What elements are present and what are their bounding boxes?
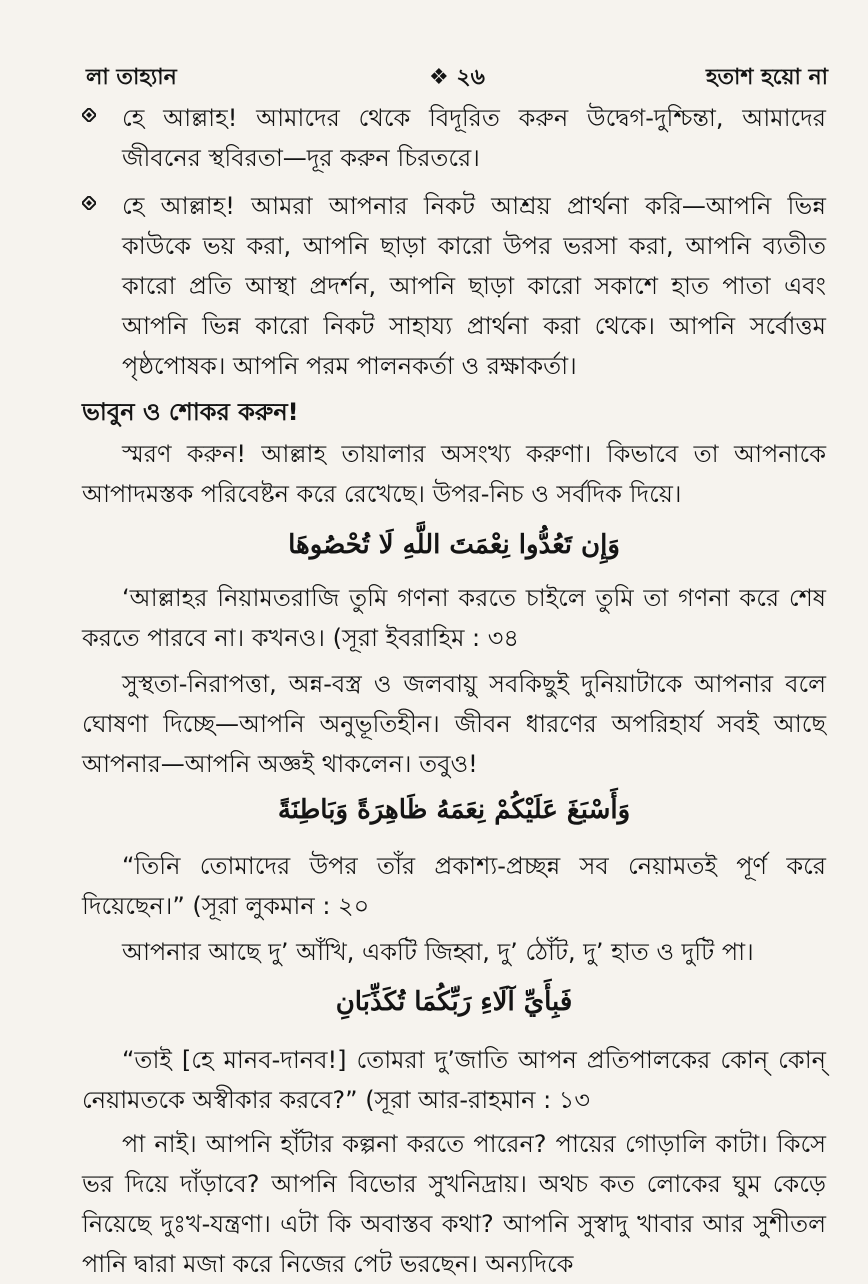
paragraph-6: “তাই [হে মানব-দানব!] তোমরা দু’জাতি আপন প্রতিপালকের কোন্ কোন্ নেয়ামতকে অস্বীকার করবে?” (সূরা আর-রাহমান : ১৩: [82, 1046, 826, 1114]
paragraph-1: স্মরণ করুন! আল্লাহ তায়ালার অসংখ্য করুণা। কিভাবে তা আপনাকে আপাদমস্তক পরিবেষ্টন করে রেখেছে। উপর-নিচ ও সর্বদিক দিয়ে।: [82, 440, 826, 508]
header-chapter-title: হতাশ হয়ো না: [705, 65, 828, 90]
paragraph-7: পা নাই। আপনি হাঁটার কল্পনা করতে পারেন? পায়ের গোড়ালি কাটা। কিসে ভর দিয়ে দাঁড়াবে? আপনি বিভোর সুখনিদ্রায়। অথচ কত লোকের ঘুম কেড়ে নিয়েছে দুঃখ-যন্ত্রণা। এটা কি অবাস্তব কথা? আপনি সুস্বাদু খাবার আর সুশীতল পানি দ্বারা মজা করে নিজের পেট ভরছেন। অন্যদিকে: [82, 1130, 826, 1278]
diamond-bullet-icon: [82, 108, 96, 122]
paragraph-2: ‘আল্লাহর নিয়ামতরাজি তুমি গণনা করতে চাইলে তুমি তা গণনা করে শেষ করতে পারবে না। কখনও। (সূরা ইবরাহিম : ৩৪: [82, 584, 826, 652]
diamond-bullet-icon: [82, 196, 96, 210]
paragraph-4: “তিনি তোমাদের উপর তাঁর প্রকাশ্য-প্রচ্ছন্ন সব নেয়ামতই পূর্ণ করে দিয়েছেন।” (সূরা লুকমান : ২০: [82, 852, 826, 920]
page-number: ❖ ২৬: [429, 65, 485, 90]
section-heading: ভাবুন ও শোকর করুন!: [82, 398, 299, 426]
paragraph-5: আপনার আছে দু’ আঁখি, একটি জিহ্বা, দু’ ঠোঁট, দু’ হাত ও দুটি পা।: [122, 938, 754, 966]
paragraph-3: সুস্থতা-নিরাপত্তা, অন্ন-বস্ত্র ও জলবায়ু সবকিছুই দুনিয়াটাকে আপনার বলে ঘোষণা দিচ্ছে—আপনি অনুভূতিহীন। জীবন ধারণের অপরিহার্য সবই আছে আপনার—আপনি অজ্ঞই থাকলেন। তবুও!: [82, 670, 826, 778]
running-header: [86, 60, 828, 94]
dua-bullet-2: [82, 186, 826, 386]
header-book-title: লা তাহ্যান: [86, 65, 177, 90]
dua-bullet-1: [82, 98, 826, 178]
dua-text-2: হে আল্লাহ! আমরা আপনার নিকট আশ্রয় প্রার্থনা করি—আপনি ভিন্ন কাউকে ভয় করা, আপনি ছাড়া কারো উপর ভরসা করা, আপনি ব্যতীত কারো প্রতি আস্থা প্রদর্শন, আপনি ছাড়া কারো সকাশে হাত পাতা এবং আপনি ভিন্ন কারো নিকট সাহায্য প্রার্থনা করা থেকে। আপনি সর্বোত্তম পৃষ্ঠপোষক। আপনি পরম পালনকর্তা ও রক্ষাকর্তা।: [122, 192, 826, 380]
arabic-verse-3: فَبِأَيِّ آلَاءِ رَبِّكُمَا تُكَذِّبَانِ: [335, 987, 573, 1017]
dua-text-1: হে আল্লাহ! আমাদের থেকে বিদূরিত করুন উদ্বেগ-দুশ্চিন্তা, আমাদের জীবনের স্থবিরতা—দূর করুন চিরতরে।: [122, 104, 826, 172]
arabic-verse-2: وَأَسْبَغَ عَلَيْكُمْ نِعَمَهُ ظَاهِرَةً وَبَاطِنَةً: [277, 795, 631, 825]
arabic-verse-1: وَإِن تَعُدُّوا نِعْمَتَ اللَّهِ لَا تُحْصُوهَا: [288, 530, 620, 560]
